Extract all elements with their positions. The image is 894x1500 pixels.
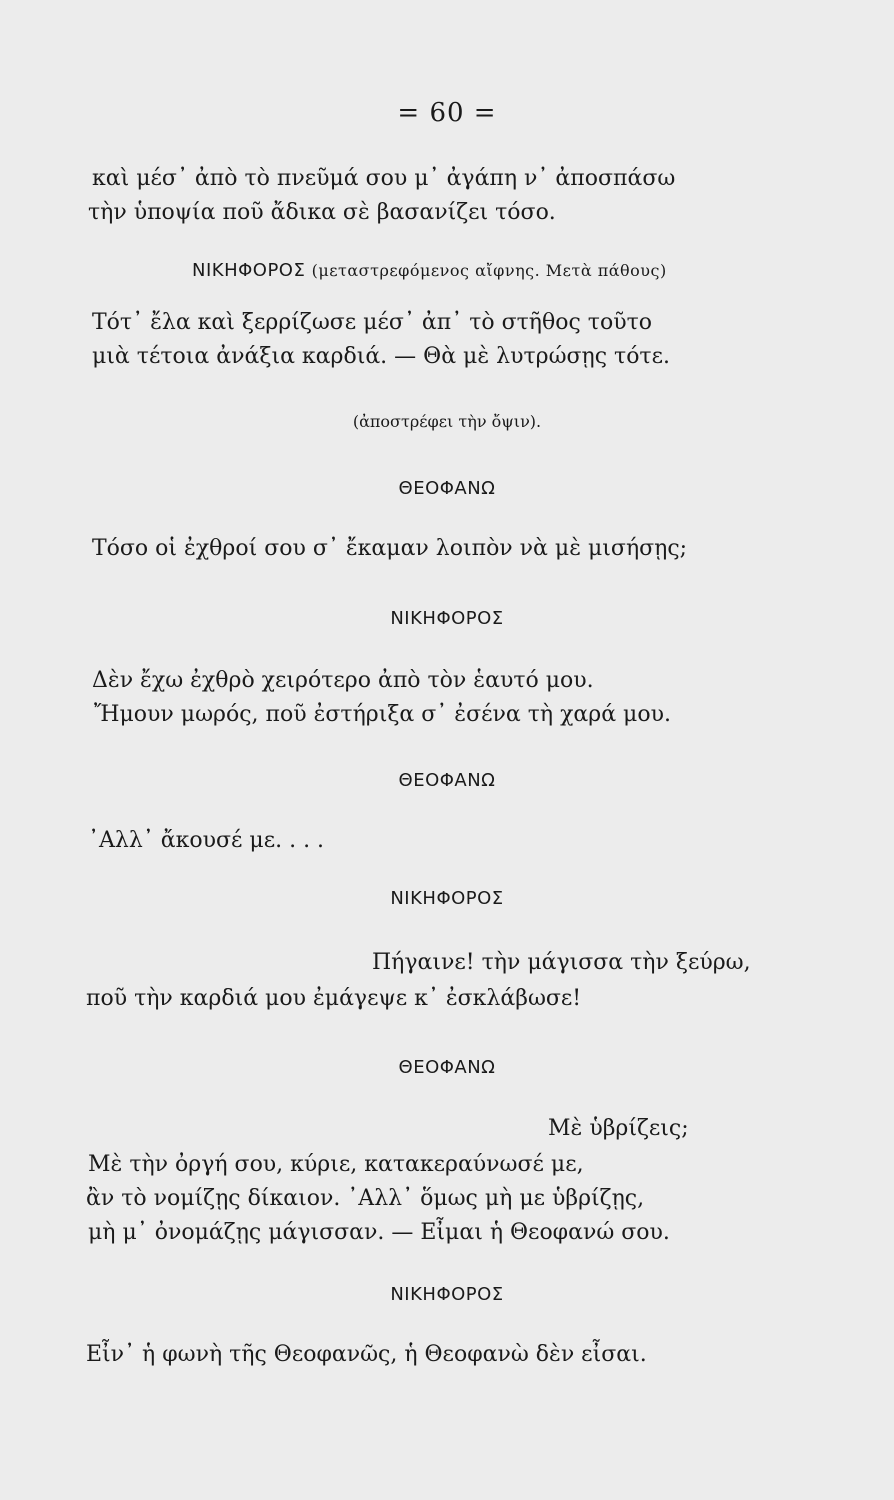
speaker-heading: ΝΙΚΗΦΟΡΟΣ bbox=[390, 1284, 504, 1305]
verse-line: Εἶν᾽ ἡ φωνὴ τῆς Θεοφανῶς, ἡ Θεοφανὼ δὲν εἶσαι. bbox=[86, 1342, 647, 1367]
speaker-heading bbox=[0, 260, 667, 281]
stage-direction: (ἀποστρέφει τὴν ὄψιν). bbox=[352, 412, 542, 431]
verse-line: Πήγαινε! τὴν μάγισσα τὴν ξεύρω, bbox=[372, 950, 751, 975]
verse-line: καὶ μέσ᾽ ἀπὸ τὸ πνεῦμά σου μ᾽ ἀγάπη ν᾽ ἀποσπάσω bbox=[92, 166, 676, 191]
speaker-heading: ΝΙΚΗΦΟΡΟΣ bbox=[390, 888, 504, 909]
page-number: = 60 = bbox=[397, 98, 497, 128]
stage-direction: (μεταστρεφόμενος αἴφνης. Μετὰ πάθους) bbox=[311, 261, 667, 280]
verse-line: Ἤμουν μωρός, ποῦ ἐστήριξα σ᾽ ἐσένα τὴ χαρά μου. bbox=[94, 702, 671, 727]
speaker-heading: ΘΕΟΦΑΝΩ bbox=[398, 1057, 496, 1078]
speaker-heading: ΘΕΟΦΑΝΩ bbox=[398, 770, 496, 791]
speaker-heading: ΝΙΚΗΦΟΡΟΣ bbox=[390, 608, 504, 629]
speaker-heading: ΘΕΟΦΑΝΩ bbox=[398, 478, 496, 499]
verse-line: ποῦ τὴν καρδιά μου ἐμάγεψε κ᾽ ἐσκλάβωσε! bbox=[86, 986, 582, 1011]
verse-line: Δὲν ἔχω ἐχθρὸ χειρότερο ἀπὸ τὸν ἑαυτό μου. bbox=[92, 668, 594, 693]
verse-line: ᾽Αλλ᾽ ἄκουσέ με. . . . bbox=[88, 828, 325, 853]
verse-line: μιὰ τέτοια ἀνάξια καρδιά. — Θὰ μὲ λυτρώσῃς τότε. bbox=[92, 344, 670, 369]
verse-line: Τόσο οἱ ἐχθροί σου σ᾽ ἔκαμαν λοιπὸν νὰ μὲ μισήσῃς; bbox=[92, 536, 688, 561]
verse-line: τὴν ὑποψία ποῦ ἄδικα σὲ βασανίζει τόσο. bbox=[88, 200, 556, 225]
speaker-name: ΝΙΚΗΦΟΡΟΣ bbox=[192, 260, 306, 281]
verse-line: ἂν τὸ νομίζῃς δίκαιον. ᾽Αλλ᾽ ὅμως μὴ με ὑβρίζῃς, bbox=[86, 1186, 645, 1211]
verse-line: Τότ᾽ ἔλα καὶ ξερρίζωσε μέσ᾽ ἀπ᾽ τὸ στῆθος τοῦτο bbox=[92, 310, 652, 335]
verse-line: Μὲ τὴν ὀργή σου, κύριε, κατακεραύνωσέ με, bbox=[88, 1152, 584, 1177]
verse-line: μὴ μ᾽ ὀνομάζῃς μάγισσαν. — Εἶμαι ἡ Θεοφανώ σου. bbox=[88, 1220, 670, 1245]
verse-line: Μὲ ὑβρίζεις; bbox=[548, 1116, 689, 1141]
